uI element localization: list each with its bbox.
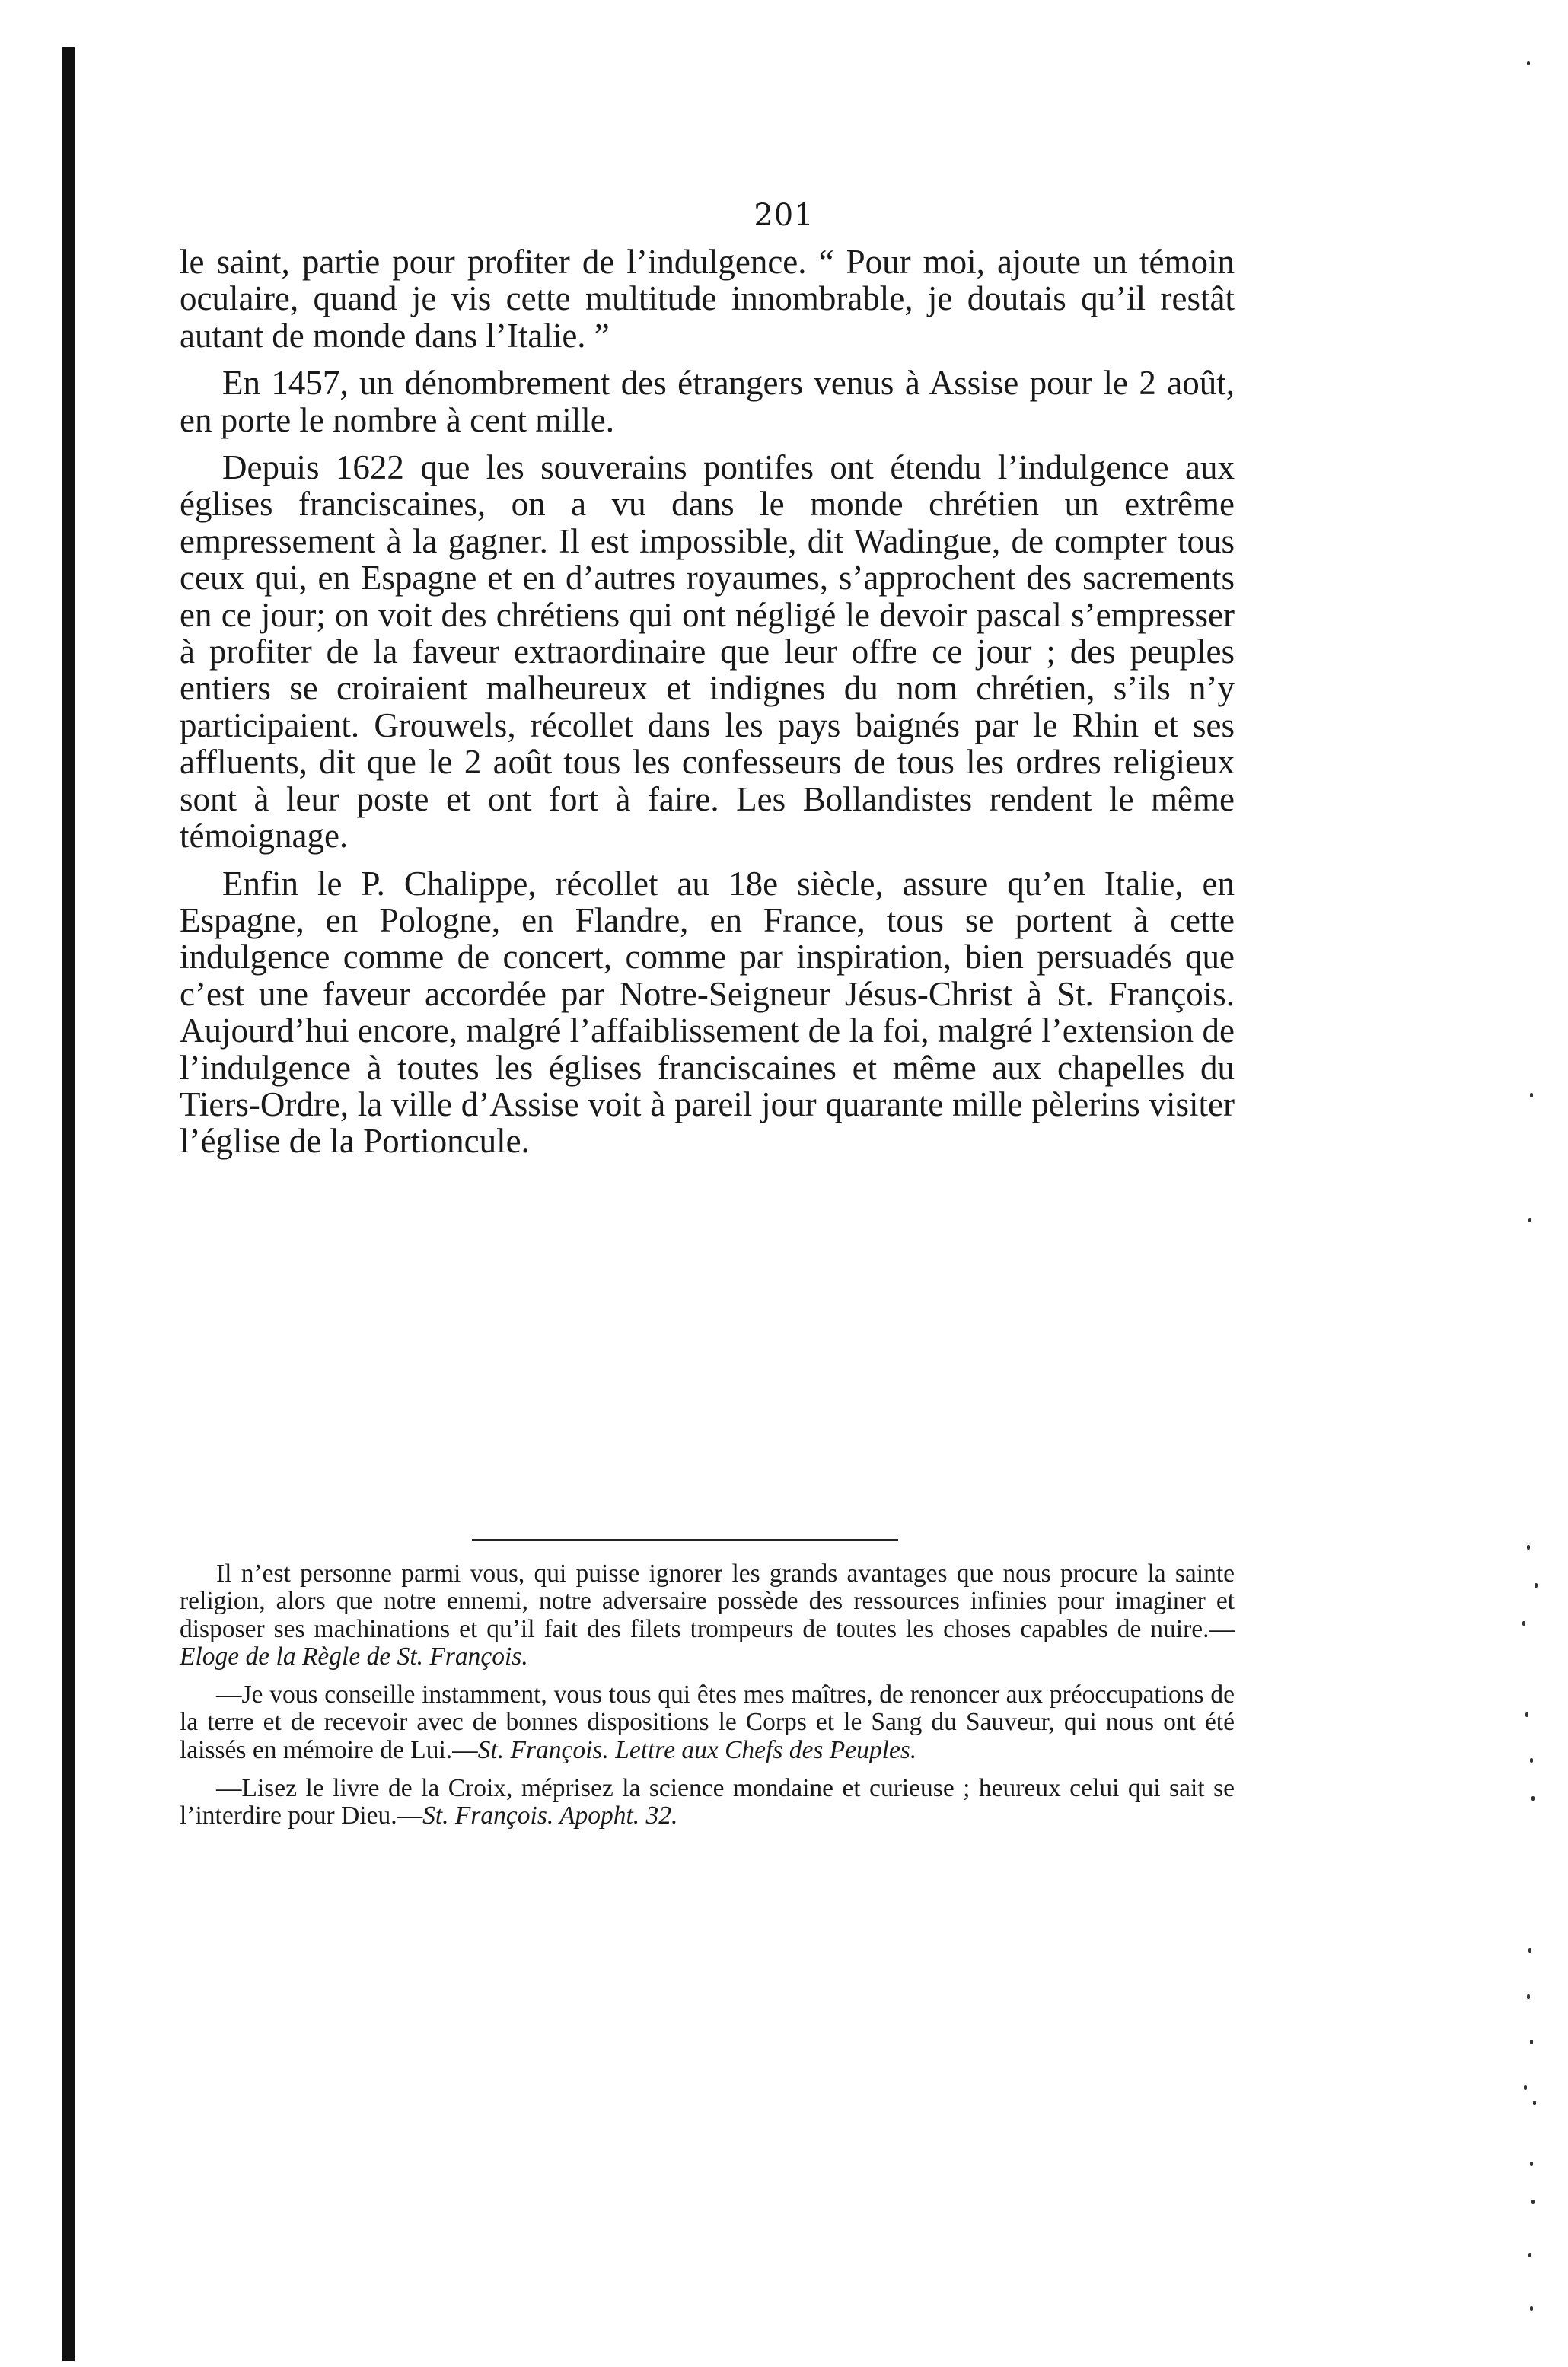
paragraph-3: Depuis 1622 que les souverains pontifes ont étendu l’indulgence aux églises franciscaines, on a vu dans le monde chrétien un extrême empressement à la gagner. Il est impossible, dit Wadingue, de compter tous ceux qui, en Espagne et en d’autres royaumes, s’approchent des sacrements en ce jour; on voit des chrétiens qui ont négligé le devoir pascal s’empresser à profiter de la faveur extraordinaire que leur offre ce jour ; des peuples entiers se croiraient malheureux et indignes du nom chrétien, s’ils n’y participaient. Grouwels, récollet dans les pays baignés par le Rhin et ses affluents, dit que le 2 août tous les confesseurs de tous les ordres religieux sont à leur poste et ont fort à faire. Les Bollandistes rendent le même témoignage.: [180, 448, 1235, 855]
footnote-2-text: —Je vous conseille instamment, vous tous qui êtes mes maîtres, de renoncer aux préoccupations de la terre et de recevoir avec de bonnes dispositions le Corps et le Sang du Sauveur, qui nous ont été laissés en mémoire de Lui.—: [180, 1680, 1235, 1764]
footnote-3-text: —Lisez le livre de la Croix, méprisez la science mondaine et curieuse ; heureux celui qui sait se l’interdire pour Dieu.—: [180, 1774, 1235, 1830]
footnote-3-citation: St. François. Apopht. 32.: [422, 1802, 678, 1830]
footnote-2: [180, 1681, 1235, 1764]
footnotes-section: [180, 1560, 1235, 1841]
scan-margin-specks: [1507, 0, 1568, 2367]
footnote-separator-rule: [472, 1539, 898, 1541]
footnote-1: [180, 1560, 1235, 1671]
footnote-1-citation: Eloge de la Règle de St. François.: [180, 1642, 528, 1671]
paragraph-4: Enfin le P. Chalippe, récollet au 18e siècle, assure qu’en Italie, en Espagne, en Pologne, en Flandre, en France, tous se portent à cette indulgence comme de concert, comme par inspiration, bien persuadés que c’est une faveur accordée par Notre-Seigneur Jésus-Christ à St. François. Aujourd’hui encore, malgré l’affaiblissement de la foi, malgré l’extension de l’indulgence à toutes les églises franciscaines et même aux chapelles du Tiers-Ordre, la ville d’Assise voit à pareil jour quarante mille pèlerins visiter l’église de la Portioncule.: [180, 864, 1235, 1161]
footnote-1-text: Il n’est personne parmi vous, qui puisse ignorer les grands avantages que nous procure la sainte religion, alors que notre ennemi, notre adversaire possède des ressources infinies pour imaginer et disposer ses machinations et qu’il fait des filets trompeurs de toutes les choses capables de nuire.—: [180, 1559, 1235, 1643]
page-number: 201: [754, 198, 814, 233]
paragraph-1: le saint, partie pour profiter de l’indulgence. “ Pour moi, ajoute un témoin oculaire, quand je vis cette multitude innombrable, je doutais qu’il restât autant de monde dans l’Italie. ”: [180, 243, 1235, 355]
main-text-body: [180, 244, 1235, 1171]
footnote-2-citation: St. François. Lettre aux Chefs des Peuples.: [477, 1735, 917, 1764]
paragraph-2: En 1457, un dénombrement des étrangers venus à Assise pour le 2 août, en porte le nombre à cent mille.: [180, 364, 1235, 439]
footnote-3: [180, 1775, 1235, 1830]
page-binding-edge: [62, 47, 75, 2361]
